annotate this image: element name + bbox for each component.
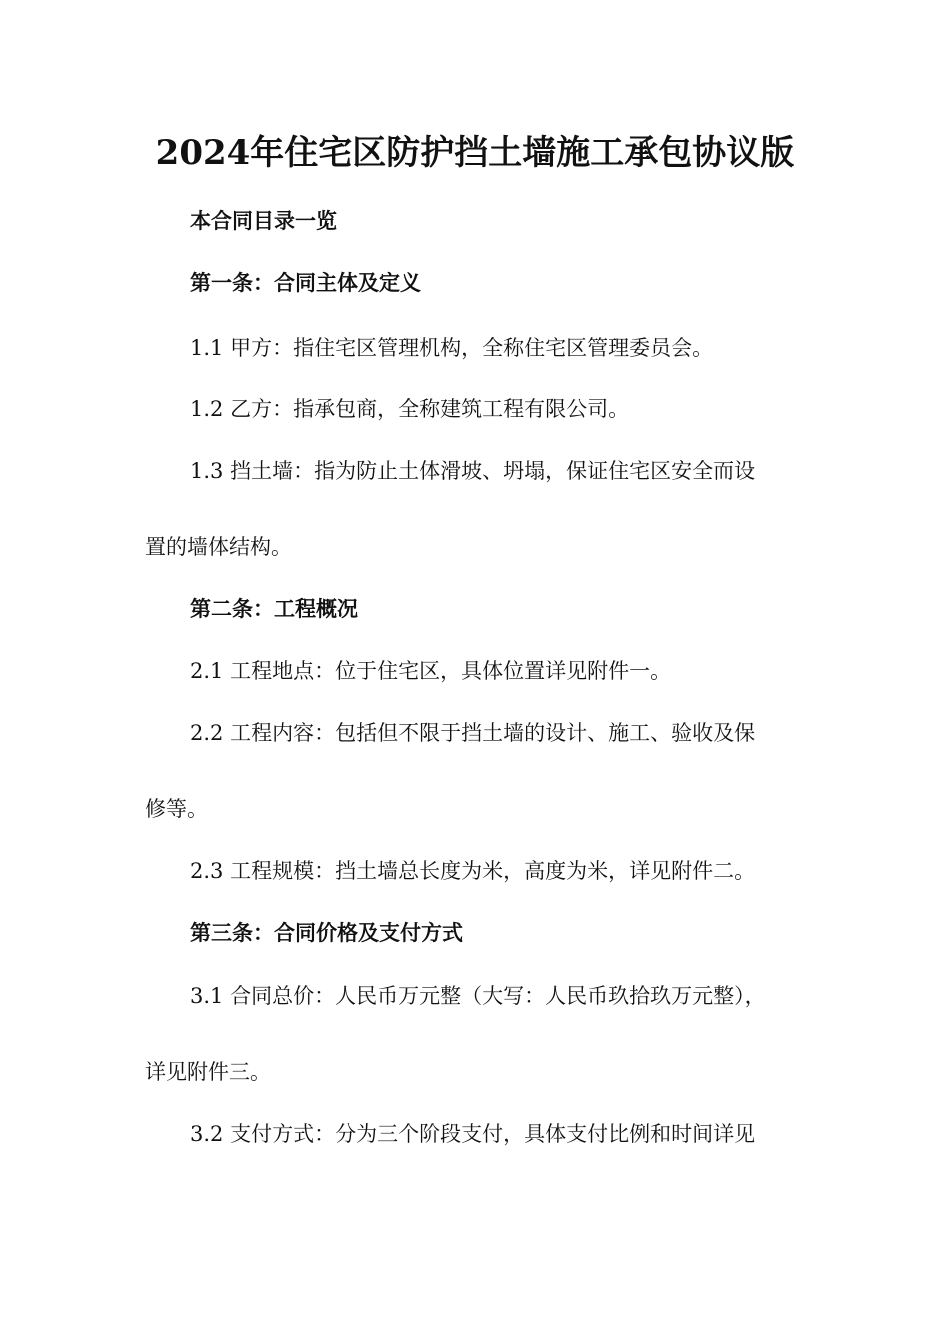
clause-3-1-line1: 3.1 合同总价：人民币万元整（大写：人民币玖拾玖万元整）， xyxy=(190,984,766,1008)
section-heading-1: 第一条：合同主体及定义 xyxy=(190,270,421,295)
section-heading-3: 第三条：合同价格及支付方式 xyxy=(190,920,463,945)
toc-heading: 本合同目录一览 xyxy=(190,208,337,233)
clause-1-2: 1.2 乙方：指承包商，全称建筑工程有限公司。 xyxy=(190,397,630,421)
clause-3-1-line2: 详见附件三。 xyxy=(145,1060,271,1084)
clause-1-3-line2: 置的墙体结构。 xyxy=(145,535,292,559)
document-title: 2024年住宅区防护挡土墙施工承包协议版 xyxy=(155,133,795,173)
clause-2-2-line2: 修等。 xyxy=(145,797,208,821)
clause-1-1: 1.1 甲方：指住宅区管理机构，全称住宅区管理委员会。 xyxy=(190,336,714,360)
clause-1-3-line1: 1.3 挡土墙：指为防止土体滑坡、坍塌，保证住宅区安全而设 xyxy=(190,459,756,483)
section-heading-2: 第二条：工程概况 xyxy=(190,596,358,621)
clause-2-3: 2.3 工程规模：挡土墙总长度为米，高度为米，详见附件二。 xyxy=(190,859,756,883)
clause-2-1: 2.1 工程地点：位于住宅区，具体位置详见附件一。 xyxy=(190,659,672,683)
clause-3-2: 3.2 支付方式：分为三个阶段支付，具体支付比例和时间详见 xyxy=(190,1122,756,1146)
clause-2-2-line1: 2.2 工程内容：包括但不限于挡土墙的设计、施工、验收及保 xyxy=(190,721,756,745)
